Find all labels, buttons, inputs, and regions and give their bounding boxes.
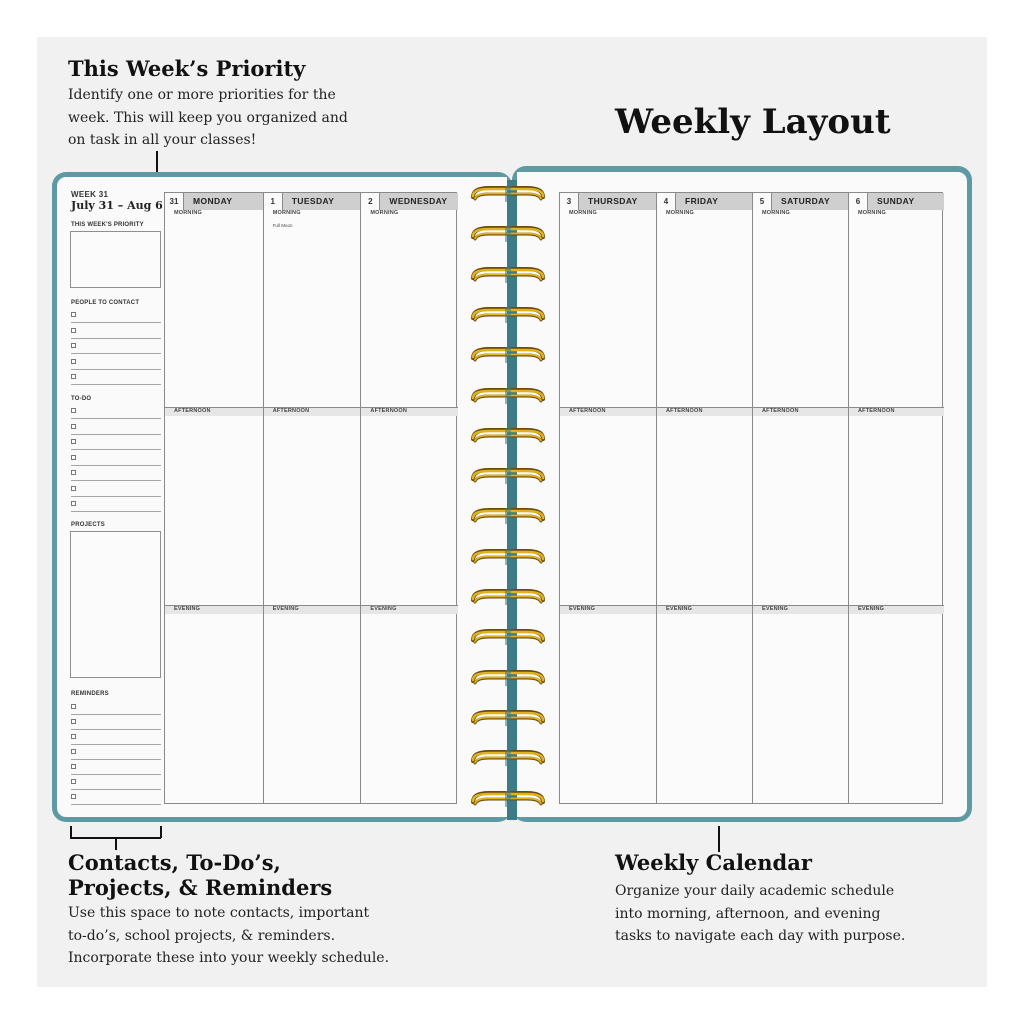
- afternoon-band: [657, 407, 752, 416]
- spiral-ring: [469, 428, 547, 444]
- layout-title: Weekly Layout: [615, 102, 891, 142]
- day-header: [165, 193, 263, 210]
- contacts-heading-line-2: Projects, & Reminders: [68, 875, 333, 900]
- spiral-ring: [469, 226, 547, 242]
- contact-line[interactable]: [71, 369, 161, 370]
- day-name: FRIDAY: [685, 196, 719, 206]
- evening-band: [264, 605, 361, 614]
- day-header: [264, 193, 361, 210]
- spiral-ring: [469, 549, 547, 565]
- morning-slot[interactable]: [361, 219, 458, 407]
- afternoon-label: AFTERNOON: [762, 408, 799, 414]
- reminder-line[interactable]: [71, 744, 161, 745]
- morning-label: MORNING: [666, 210, 694, 216]
- todo-line[interactable]: [71, 418, 161, 419]
- contact-checkbox[interactable]: [71, 374, 76, 379]
- reminder-checkbox[interactable]: [71, 734, 76, 739]
- day-name: TUESDAY: [291, 196, 335, 206]
- day-name: SUNDAY: [877, 196, 915, 206]
- day-column: [360, 193, 458, 803]
- day-name: MONDAY: [193, 196, 233, 206]
- contacts-line-1: Use this space to note contacts, important: [68, 905, 370, 921]
- reminder-checkbox[interactable]: [71, 794, 76, 799]
- contact-line[interactable]: [71, 338, 161, 339]
- evening-slot[interactable]: [560, 615, 656, 803]
- priority-line-2: week. This will keep you organized and: [68, 109, 348, 126]
- day-column: [263, 193, 361, 803]
- reminder-line[interactable]: [71, 759, 161, 760]
- day-header: [560, 193, 656, 210]
- calendar-description: [615, 880, 915, 948]
- morning-slot[interactable]: [560, 219, 656, 407]
- evening-band: [361, 605, 458, 614]
- reminder-checkbox[interactable]: [71, 704, 76, 709]
- reminder-line[interactable]: [71, 789, 161, 790]
- morning-slot[interactable]: [657, 219, 752, 407]
- afternoon-label: AFTERNOON: [370, 408, 408, 414]
- spiral-ring: [469, 267, 547, 283]
- afternoon-slot[interactable]: [361, 417, 458, 605]
- day-column: [752, 193, 848, 803]
- spiral-ring: [469, 750, 547, 766]
- day-number: 3: [560, 193, 579, 210]
- week-date-range: July 31 – Aug 6: [71, 199, 163, 212]
- day-header: [657, 193, 752, 210]
- day-number: 2: [361, 193, 380, 210]
- day-header: [753, 193, 848, 210]
- priority-heading: This Week’s Priority: [68, 56, 306, 81]
- contacts-description: [68, 902, 408, 970]
- priority-line-3: on task in all your classes!: [68, 132, 257, 148]
- evening-slot[interactable]: [849, 615, 944, 803]
- morning-label: MORNING: [569, 210, 597, 216]
- calendar-line-1: Organize your daily academic schedule: [615, 883, 895, 899]
- afternoon-label: AFTERNOON: [858, 408, 895, 414]
- afternoon-slot[interactable]: [657, 417, 752, 605]
- spiral-ring: [469, 468, 547, 484]
- day-number: 4: [657, 193, 676, 210]
- day-name: SATURDAY: [781, 196, 831, 206]
- morning-label: MORNING: [858, 210, 886, 216]
- todo-line[interactable]: [71, 480, 161, 481]
- evening-label: EVENING: [858, 606, 885, 612]
- todo-checkbox[interactable]: [71, 439, 76, 444]
- day-name: WEDNESDAY: [389, 196, 448, 206]
- week-number: WEEK 31: [71, 190, 109, 199]
- todo-checkbox[interactable]: [71, 486, 76, 491]
- spiral-ring: [469, 186, 547, 202]
- projects-label: PROJECTS: [71, 522, 105, 528]
- day-note: Full Moon: [272, 223, 293, 228]
- todo-checkbox[interactable]: [71, 455, 76, 460]
- evening-label: EVENING: [370, 606, 397, 612]
- spiral-ring: [469, 710, 547, 726]
- reminder-checkbox[interactable]: [71, 719, 76, 724]
- morning-label: MORNING: [174, 210, 202, 216]
- spiral-ring: [469, 670, 547, 686]
- calendar-left: [164, 192, 457, 804]
- afternoon-band: [849, 407, 944, 416]
- evening-label: EVENING: [666, 606, 693, 612]
- evening-label: EVENING: [762, 606, 789, 612]
- afternoon-slot[interactable]: [560, 417, 656, 605]
- day-number: 6: [849, 193, 868, 210]
- spiral-ring: [469, 629, 547, 645]
- contact-checkbox[interactable]: [71, 359, 76, 364]
- spiral-ring: [469, 307, 547, 323]
- afternoon-slot[interactable]: [165, 417, 263, 605]
- evening-label: EVENING: [272, 606, 299, 612]
- calendar-leader-line: [718, 826, 720, 852]
- afternoon-slot[interactable]: [753, 417, 848, 605]
- evening-slot[interactable]: [657, 615, 752, 803]
- afternoon-band: [560, 407, 656, 416]
- afternoon-slot[interactable]: [849, 417, 944, 605]
- contacts-line-3: Incorporate these into your weekly schedule.: [68, 950, 390, 966]
- spiral-ring: [469, 347, 547, 363]
- reminder-line[interactable]: [71, 774, 161, 775]
- evening-slot[interactable]: [753, 615, 848, 803]
- projects-box[interactable]: [70, 531, 161, 678]
- morning-slot[interactable]: [264, 219, 361, 407]
- reminder-checkbox[interactable]: [71, 779, 76, 784]
- morning-slot[interactable]: [849, 219, 944, 407]
- todo-line[interactable]: [71, 496, 161, 497]
- day-column: [560, 193, 656, 803]
- evening-slot[interactable]: [264, 615, 361, 803]
- spiral-ring: [469, 508, 547, 524]
- evening-label: EVENING: [569, 606, 596, 612]
- afternoon-band: [753, 407, 848, 416]
- todo-line[interactable]: [71, 434, 161, 435]
- evening-label: EVENING: [174, 606, 201, 612]
- calendar-line-3: tasks to navigate each day with purpose.: [615, 928, 906, 944]
- todo-line[interactable]: [71, 511, 161, 512]
- contact-checkbox[interactable]: [71, 328, 76, 333]
- todo-checkbox[interactable]: [71, 501, 76, 506]
- contact-checkbox[interactable]: [71, 343, 76, 348]
- evening-band: [657, 605, 752, 614]
- day-number: 1: [264, 193, 283, 210]
- contact-line[interactable]: [71, 384, 161, 385]
- day-column: [656, 193, 752, 803]
- calendar-line-2: into morning, afternoon, and evening: [615, 905, 881, 922]
- morning-label: MORNING: [272, 210, 301, 216]
- contacts-line-2: to-do’s, school projects, & reminders.: [68, 927, 336, 944]
- evening-slot[interactable]: [361, 615, 458, 803]
- afternoon-band: [165, 407, 263, 416]
- priority-label: THIS WEEK'S PRIORITY: [71, 222, 144, 228]
- day-header: [849, 193, 944, 210]
- afternoon-slot[interactable]: [264, 417, 361, 605]
- day-column: [165, 193, 263, 803]
- contact-line[interactable]: [71, 322, 161, 323]
- day-number: 31: [165, 193, 184, 210]
- todo-checkbox[interactable]: [71, 408, 76, 413]
- spiral-ring: [469, 589, 547, 605]
- spiral-ring: [469, 791, 547, 807]
- people-label: PEOPLE TO CONTACT: [71, 300, 140, 306]
- reminder-checkbox[interactable]: [71, 749, 76, 754]
- evening-band: [560, 605, 656, 614]
- day-header: [361, 193, 458, 210]
- morning-label: MORNING: [370, 210, 399, 216]
- afternoon-label: AFTERNOON: [272, 408, 310, 414]
- reminders-label: REMINDERS: [71, 691, 109, 697]
- todo-checkbox[interactable]: [71, 470, 76, 475]
- todo-checkbox[interactable]: [71, 424, 76, 429]
- morning-slot[interactable]: [165, 219, 263, 407]
- contacts-bracket-stem: [115, 838, 117, 850]
- afternoon-label: AFTERNOON: [174, 408, 211, 414]
- evening-band: [165, 605, 263, 614]
- reminder-line[interactable]: [71, 729, 161, 730]
- evening-slot[interactable]: [165, 615, 263, 803]
- day-number: 5: [753, 193, 772, 210]
- contacts-heading: [68, 850, 388, 900]
- evening-band: [753, 605, 848, 614]
- morning-slot[interactable]: [753, 219, 848, 407]
- day-column: [848, 193, 944, 803]
- morning-label: MORNING: [762, 210, 790, 216]
- evening-band: [849, 605, 944, 614]
- contact-checkbox[interactable]: [71, 312, 76, 317]
- todo-line[interactable]: [71, 465, 161, 466]
- afternoon-label: AFTERNOON: [666, 408, 703, 414]
- priority-description: [68, 84, 368, 152]
- contacts-heading-line-1: Contacts, To-Do’s,: [68, 850, 281, 875]
- priority-line-1: Identify one or more priorities for the: [68, 87, 336, 103]
- afternoon-band: [264, 407, 361, 416]
- day-name: THURSDAY: [588, 196, 638, 206]
- afternoon-band: [361, 407, 458, 416]
- afternoon-label: AFTERNOON: [569, 408, 606, 414]
- calendar-right: [559, 192, 943, 804]
- contact-line[interactable]: [71, 353, 161, 354]
- calendar-heading: Weekly Calendar: [615, 850, 812, 875]
- priority-box[interactable]: [70, 231, 161, 288]
- spiral-ring: [469, 388, 547, 404]
- todo-label: TO-DO: [71, 396, 92, 402]
- reminder-line[interactable]: [71, 804, 161, 805]
- reminder-checkbox[interactable]: [71, 764, 76, 769]
- todo-line[interactable]: [71, 449, 161, 450]
- reminder-line[interactable]: [71, 714, 161, 715]
